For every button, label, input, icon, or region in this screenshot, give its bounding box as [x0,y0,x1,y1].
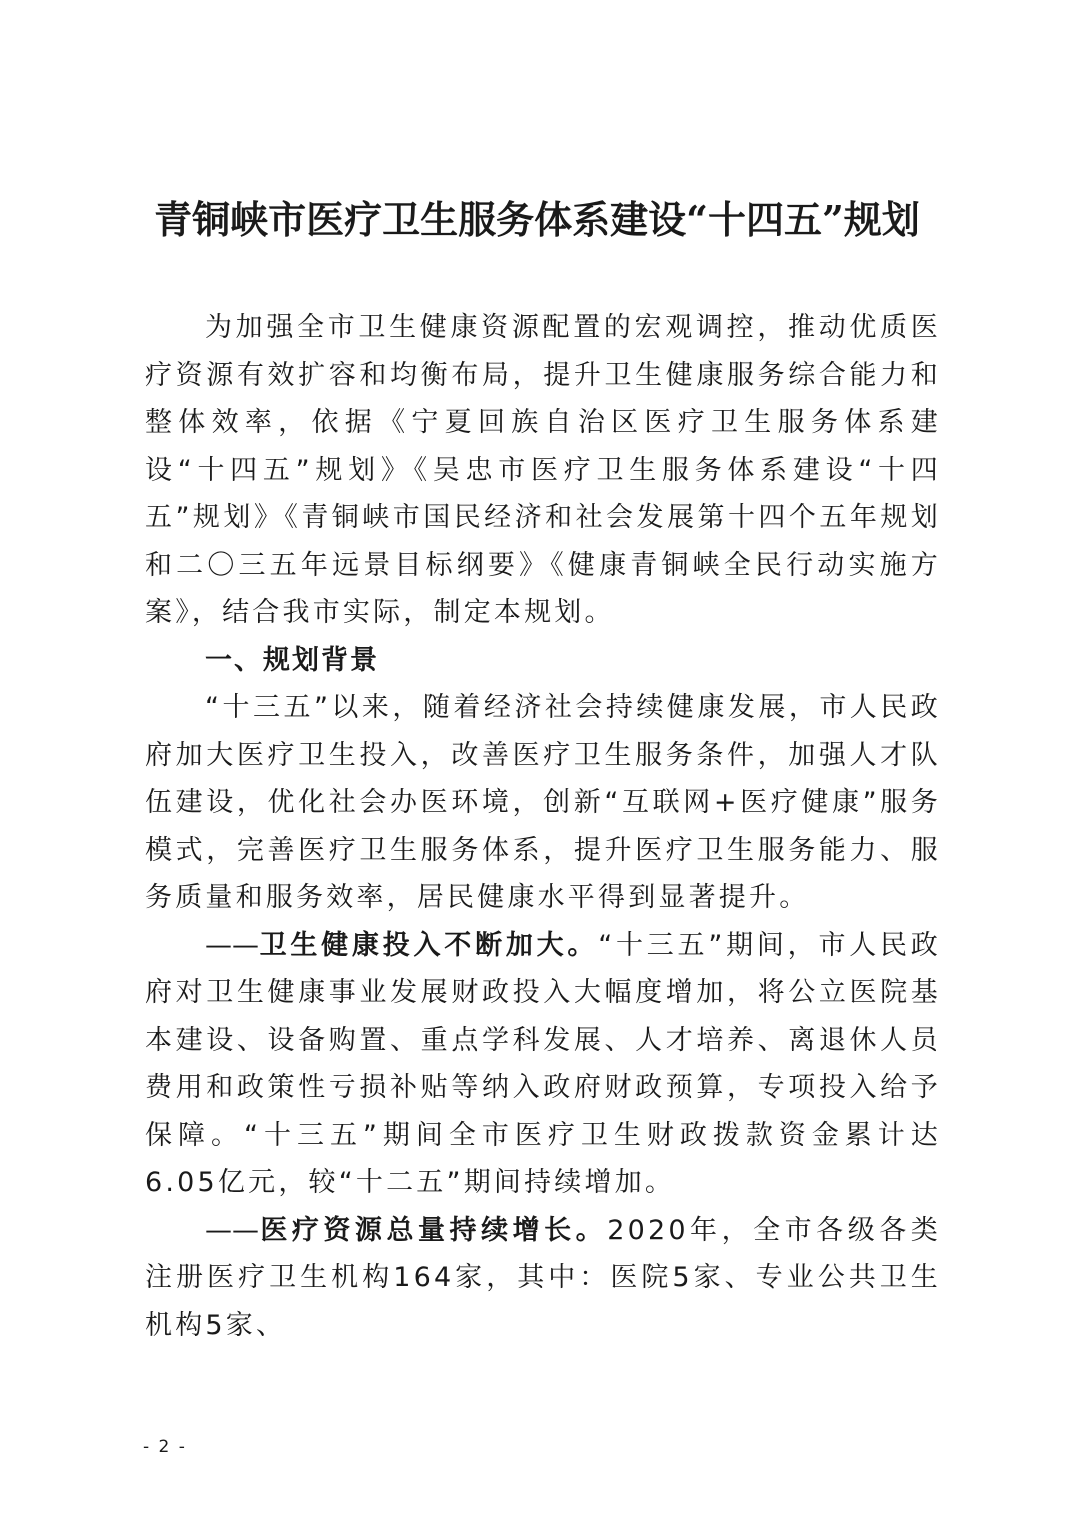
resources-text: 2020年，全市各级各类注册医疗卫生机构164家，其中：医院5家、专业公共卫生机构5家、 [145,1214,941,1341]
resources-lead: 医疗资源总量持续增长。 [259,1214,608,1246]
investment-text: “十三五”期间，市人民政府对卫生健康事业发展财政投入大幅度增加，将公立医院基本建设、设备购置、重点学科发展、人才培养、离退休人员费用和政策性亏损补贴等纳入政府财政预算，专项投入给予保障。“十三五”期间全市医疗卫生财政拨款资金累计达6.05亿元，较“十二五”期间持续增加。 [145,929,941,1198]
em-dash: —— [205,929,259,961]
page-number: - 2 - [143,1437,187,1457]
document-body [145,304,941,1349]
em-dash: —— [205,1214,259,1246]
document-title: 青铜峡市医疗卫生服务体系建设“十四五”规划 [154,197,920,242]
background-paragraph: “十三五”以来，随着经济社会持续健康发展，市人民政府加大医疗卫生投入，改善医疗卫生服务条件，加强人才队伍建设，优化社会办医环境，创新“互联网+医疗健康”服务模式，完善医疗卫生服务体系，提升医疗卫生服务能力、服务质量和服务效率，居民健康水平得到显著提升。 [145,692,941,913]
intro-paragraph: 为加强全市卫生健康资源配置的宏观调控，推动优质医疗资源有效扩容和均衡布局，提升卫生健康服务综合能力和整体效率，依据《宁夏回族自治区医疗卫生服务体系建设“十四五”规划》《吴忠市医疗卫生服务体系建设“十四五”规划》《青铜峡市国民经济和社会发展第十四个五年规划和二〇三五年远景目标纲要》《健康青铜峡全民行动实施方案》，结合我市实际，制定本规划。 [145,312,941,628]
investment-lead: 卫生健康投入不断加大。 [259,929,599,961]
section-heading: 一、规划背景 [205,644,379,676]
resources-paragraph [145,1207,941,1350]
investment-paragraph [145,922,941,1207]
